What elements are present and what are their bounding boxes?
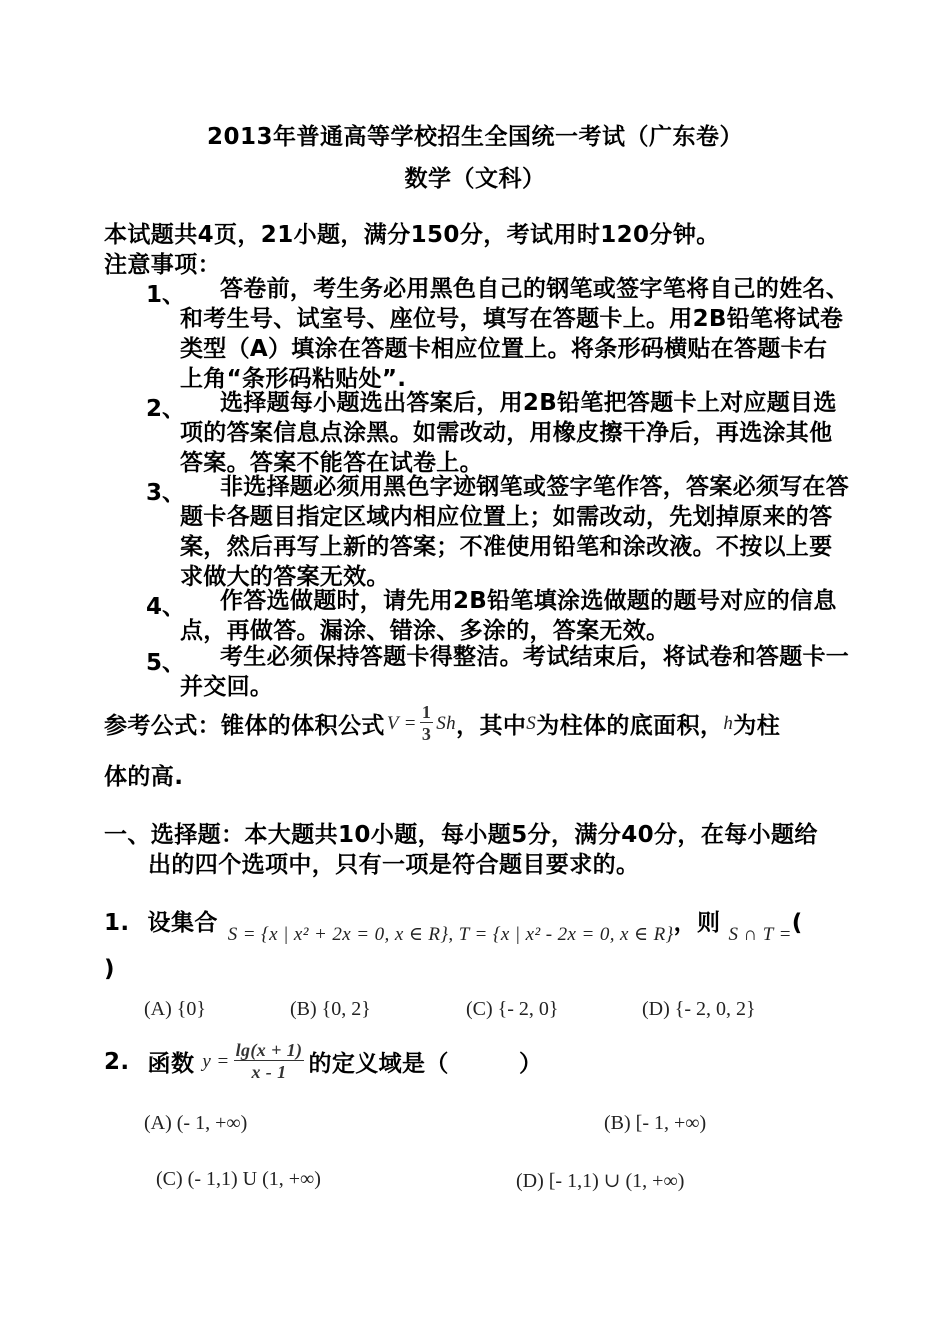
reference-formula [104,702,780,745]
fraction-numerator: 1 [421,702,432,722]
exam-summary: 本试题共4页，21小题，满分150分，考试用时120分钟。 [104,222,720,248]
notes-heading: 注意事项： [104,252,221,278]
variable-h: h [723,712,734,734]
note-number: 1、 [146,282,186,308]
formula-prefix: 参考公式：锥体的体积公式 [104,713,385,739]
option-b: (B) [- 1, +∞) [604,1112,707,1134]
formula-mid3: 为柱 [733,713,781,739]
section-heading: 一、选择题：本大题共10小题，每小题5分，满分40分，在每小题给 [104,822,818,848]
option-a: (A) (- 1, +∞) [144,1112,248,1134]
note-text: 选择题每小题选出答案后，用2B铅笔把答题卡上对应题目选项的答案信息点涂黑。如需改动，用橡皮擦干净后，再选涂其他答案。答案不能答在试卷上。 [180,390,837,476]
function-fraction [234,1040,305,1083]
option-c: (C) (- 1,1) U (1, +∞) [156,1168,321,1190]
fraction-denominator: 3 [421,724,432,744]
note-number: 4、 [146,594,186,620]
exam-title: 2013年普通高等学校招生全国统一考试（广东卷） [206,124,743,150]
note-number: 3、 [146,480,186,506]
formula-line2: 体的高. [104,764,184,790]
answer-paren-open: ( [791,910,803,936]
question-stem: 函数 [147,1051,195,1077]
intersection-expression: S ∩ T = [728,924,792,945]
question-stem-b: 的定义域是（ ） [308,1051,543,1077]
note-number: 2、 [146,396,186,422]
note-text: 非选择题必须用黑色字迹钢笔或签字笔作答，答案必须写在答题卡各题目指定区域内相应位置上；如需改动，先划掉原来的答案，然后再写上新的答案；不准使用铅笔和涂改液。不按以上要求做大的答案无效。 [180,474,850,590]
exam-subtitle: 数学（文科） [404,166,546,192]
question-1 [104,904,803,945]
fraction-denominator: x - 1 [251,1062,287,1082]
answer-paren-close: ) [104,956,115,982]
question-number: 1. [104,910,130,936]
formula-fraction [420,702,433,745]
note-number: 5、 [146,650,186,676]
question-stem: 设集合 [147,910,218,936]
option-a: (A) {0} [144,998,206,1020]
option-d: (D) [- 1,1) ∪ (1, +∞) [516,1170,685,1192]
option-d: (D) {- 2, 0, 2} [642,998,756,1020]
option-c: (C) {- 2, 0} [466,998,559,1020]
formula-lhs: V = [386,712,417,734]
question-stem-b: ，则 [673,910,721,936]
question-2 [104,1040,542,1083]
question-number: 2. [104,1048,130,1075]
note-text: 作答选做题时，请先用2B铅笔填涂选做题的题号对应的信息点，再做答。漏涂、错涂、多涂的，答案无效。 [180,588,837,644]
note-text: 答卷前，考生务必用黑色自己的钢笔或签字笔将自己的姓名、和考生号、试室号、座位号，填写在答题卡上。用2B铅笔将试卷类型（A）填涂在答题卡相应位置上。将条形码横贴在答题卡右上角“条形码粘贴处”. [180,276,850,392]
function-lhs: y = [202,1050,230,1072]
formula-mid1: ，其中 [456,713,527,739]
section-heading-line2: 出的四个选项中，只有一项是符合题目要求的。 [148,852,640,878]
fraction-numerator: lg(x + 1) [235,1040,303,1060]
set-expression: S = {x | x² + 2x = 0, x ∈ R}, T = {x | x² - 2x = 0, x ∈ R} [227,924,674,945]
formula-mid2: 为柱体的底面积， [536,713,724,739]
variable-s: S [526,712,537,734]
note-text: 考生必须保持答题卡得整洁。考试结束后，将试卷和答题卡一并交回。 [180,644,850,700]
formula-rhs: Sh [436,712,457,734]
option-b: (B) {0, 2} [290,998,371,1020]
